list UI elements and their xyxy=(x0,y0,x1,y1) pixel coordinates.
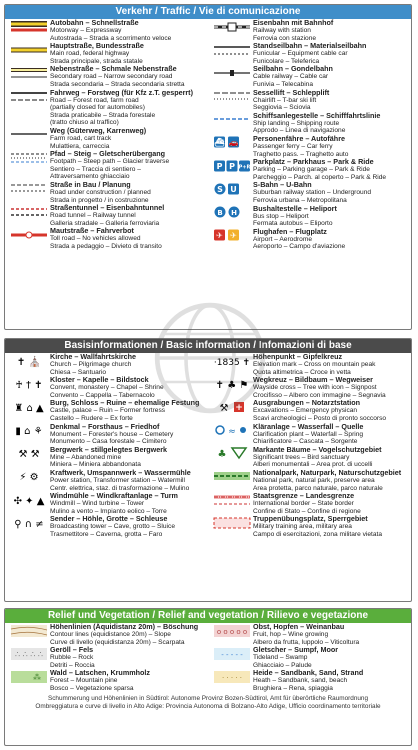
legend-item-uebungsplatz xyxy=(211,515,408,538)
legend-item-line: Detriti – Roccia xyxy=(50,661,95,669)
legend-item-line: Excavations – Emergency physican xyxy=(253,407,358,415)
legend-item-title: Markante Bäume – Vogelschutzgebiet xyxy=(253,444,382,454)
hauptstrasse-symbol-icon xyxy=(8,42,50,57)
svg-text:∴ ∴ ∴ ∴: ∴ ∴ ∴ ∴ xyxy=(15,649,43,659)
legend-item-geroell xyxy=(8,646,205,669)
legend-item-nebenstrasse xyxy=(8,65,205,88)
hoehenlinien-symbol-icon xyxy=(8,623,50,638)
seilbahn-symbol-icon xyxy=(211,65,253,80)
legend-item-burg xyxy=(8,399,205,422)
kloster-symbol-icon xyxy=(8,376,50,391)
svg-text:▮ ⌂ ⚘: ▮ ⌂ ⚘ xyxy=(15,426,43,438)
legend-item-line: Strada a pedaggio – Divieto di transito xyxy=(50,242,162,250)
svg-text:♜ ⌂ ▲: ♜ ⌂ ▲ xyxy=(14,402,44,414)
legend-item-title: Hauptstraße, Bundesstraße xyxy=(50,41,144,51)
svg-text:B: B xyxy=(217,209,223,217)
legend-item-title: Weg (Güterweg, Karrenweg) xyxy=(50,125,147,135)
relief-right-column xyxy=(208,623,411,693)
traffic-section xyxy=(4,4,412,330)
legend-item-title: Wegkreuz – Bildbaum – Wegweiser xyxy=(253,375,373,385)
pfad-symbol-icon xyxy=(8,150,50,165)
svg-text:⚡ ⚙: ⚡ ⚙ xyxy=(19,472,39,484)
legend-item-line: Traghetto pass. – Traghetto auto xyxy=(253,150,349,158)
legend-item-line: Chiarificatore – Cascata – Sorgente xyxy=(253,438,358,446)
sender-symbol-icon xyxy=(8,515,50,530)
legend-item-hoehenlinien xyxy=(8,623,205,646)
sessellift-symbol-icon xyxy=(211,89,253,104)
legend-item-line: Clarification plant – Waterfall – Spring xyxy=(253,430,364,438)
legend-item-line: (tratto chiuso al traffico) xyxy=(50,119,119,127)
legend-item-line: Funicolare – Teleferica xyxy=(253,57,320,65)
legend-item-line: Cable railway – Cable car xyxy=(253,73,329,81)
legend-item-title: Höhenpunkt – Gipfelkreuz xyxy=(253,352,343,361)
legend-item-title: Parkplatz – Parkhaus – Park & Ride xyxy=(253,157,374,167)
legend-item-baeume xyxy=(211,446,408,469)
legend-item-denkmal xyxy=(8,423,205,446)
legend-item-obst xyxy=(211,623,408,646)
autobahn-symbol-icon xyxy=(8,19,50,34)
legend-item-line: Ship landing – Shipping route xyxy=(253,119,340,127)
legend-item-line: Passenger ferry – Car ferry xyxy=(253,142,333,150)
svg-text:⚒: ⚒ xyxy=(219,402,229,414)
svg-text:U: U xyxy=(230,184,237,194)
legend-item-line: Motorway – Expressway xyxy=(50,27,122,34)
legend-item-line: Centr. elettrica, staz. di trasformazione – Mulino xyxy=(50,484,190,492)
legend-item-line: Secondary road – Narrow secondary road xyxy=(50,73,173,81)
legend-item-wegkreuz xyxy=(211,376,408,399)
legend-item-ausgrabung xyxy=(211,399,408,422)
baeume-symbol-icon xyxy=(211,446,253,461)
legend-item-line: Attraversamento ghiacciaio xyxy=(50,173,130,181)
legend-item-title: S-Bahn – U-Bahn xyxy=(253,180,312,190)
svg-text:✈: ✈ xyxy=(216,231,223,241)
legend-item-line: Aeroporto – Campo d'aviazione xyxy=(253,243,346,251)
svg-text:·1835 ✝: ·1835 ✝ xyxy=(213,357,251,368)
legend-item-title: Nationalpark, Naturpark, Naturschutzgebiet xyxy=(253,467,402,477)
gletscher-symbol-icon xyxy=(211,646,253,661)
legend-item-line: Wayside cross – Tree with icon – Signpost xyxy=(253,384,377,392)
legend-item-line: Road – Forest road, farm road xyxy=(50,96,139,104)
legend-item-title: Windmühle – Windkraftanlage – Turm xyxy=(50,491,178,501)
legend-item-line: Power station, Transformer station – Watermill xyxy=(50,476,185,484)
legend-item-tunnel xyxy=(8,204,205,227)
legend-item-title: Schiffsanlegestelle – Schifffahrtslinie xyxy=(253,110,381,120)
legend-item-line: Rubble – Rock xyxy=(50,654,94,662)
legend-item-line: Scavi archeologici – Posto di pronto soccorso xyxy=(253,414,387,422)
svg-text:⚒ ⚒: ⚒ ⚒ xyxy=(18,449,40,461)
basic-info-section-title: Basisinformationen / Basic information / Infomazioni di base xyxy=(5,339,411,353)
legend-item-line: Significant trees – Bird sanctuary xyxy=(253,453,350,461)
legend-item-line: Windmill – Wind turbine – Tower xyxy=(50,500,145,508)
flughafen-symbol-icon xyxy=(211,228,253,243)
tunnel-symbol-icon xyxy=(8,204,50,219)
legend-item-line: Road tunnel – Railway tunnel xyxy=(50,212,136,220)
legend-item-title: Höhenlinien (Äquidistanz 20m) – Böschung xyxy=(50,622,199,631)
legend-item-line: Tideland – Swamp xyxy=(253,654,308,662)
basic-info-right-column xyxy=(208,353,411,539)
legend-item-line: Crocifisso – Albero con immagine – Segnavia xyxy=(253,391,386,399)
heide-symbol-icon xyxy=(211,669,253,684)
legend-item-line: Church – Pilgrimage church xyxy=(50,361,132,368)
legend-item-line: Footpath – Steep path – Glacier traverse xyxy=(50,158,170,166)
copyright-footer xyxy=(5,693,411,713)
legend-item-line: Farm road, cart track xyxy=(50,134,112,142)
legend-item-kirche xyxy=(8,353,205,376)
legend-item-line: Curve di livello (equidistanza 20m) – Scarpata xyxy=(50,638,185,646)
legend-item-standseilbahn xyxy=(211,42,408,65)
relief-section-title: Relief und Vegetation / Relief and vegetation / Rilievo e vegetazione xyxy=(5,609,411,623)
legend-item-title: Seilbahn – Gondelbahn xyxy=(253,64,333,74)
legend-item-title: Bushaltestelle – Heliport xyxy=(253,203,337,213)
legend-item-title: Mautstraße – Fahrverbot xyxy=(50,226,134,236)
windmuehle-symbol-icon xyxy=(8,492,50,507)
footer-line: Ombreggiatura e curve di livello in Alto Adige: Provincia Autonoma di Bolzano-Alto Adige, Ufficio coordinamento territoriale xyxy=(35,702,381,710)
legend-item-flughafen xyxy=(211,228,408,251)
svg-text:♣: ♣ xyxy=(217,449,227,461)
sbahn-symbol-icon xyxy=(211,181,253,196)
wegkreuz-symbol-icon xyxy=(211,376,253,391)
legend-item-line: Mulattiera, carreccia xyxy=(50,142,110,150)
svg-text:P: P xyxy=(229,161,235,171)
legend-item-line: Contour lines (equidistance 20m) – Slope xyxy=(50,631,171,638)
legend-item-title: Burg, Schloss – Ruine – ehemalige Festung xyxy=(50,398,200,408)
strassebau-symbol-icon xyxy=(8,181,50,196)
legend-item-line: Parking – Parking garage – Park & Ride xyxy=(253,166,370,174)
legend-item-line: Confine di Stato – Confine di regione xyxy=(253,507,361,515)
parking-symbol-icon xyxy=(211,158,253,173)
legend-item-line: Area protetta, parco naturale, parco naturale xyxy=(253,484,383,492)
legend-item-sender xyxy=(8,515,205,538)
weg-symbol-icon xyxy=(8,127,50,142)
legend-item-faehre xyxy=(211,135,408,158)
legend-item-title: Pfad – Steig – Gletscherübergang xyxy=(50,149,166,159)
legend-item-line: Ghiacciaio – Palude xyxy=(253,661,312,669)
legend-item-line: Convento – Cappella – Tabernacolo xyxy=(50,391,155,399)
legend-item-line: Toll road – No vehicles allowed xyxy=(50,235,141,243)
legend-item-line: Ferrovia urbana – Metropolitana xyxy=(253,196,347,204)
legend-item-title: Ausgrabungen – Notarztstation xyxy=(253,398,361,408)
svg-text:P+R: P+R xyxy=(238,164,251,171)
legend-item-sessellift xyxy=(211,89,408,112)
legend-item-line: Brughiera – Rena, spiaggia xyxy=(253,684,333,692)
legend-item-parking xyxy=(211,158,408,181)
legend-item-fahrweg xyxy=(8,89,205,127)
legend-item-seilbahn xyxy=(211,65,408,88)
svg-text:✝ ♣ ⚑: ✝ ♣ ⚑ xyxy=(215,379,249,391)
legend-item-title: Fahrweg – Forstweg (für Kfz z.T. gesperrt) xyxy=(50,87,193,97)
svg-text:⚲ ∩ ≠: ⚲ ∩ ≠ xyxy=(14,518,44,530)
legend-item-title: Kirche – Wallfahrtskirche xyxy=(50,352,137,361)
legend-item-line: Funicular – Equipment cable car xyxy=(253,50,348,58)
legend-item-title: Flughafen – Flugplatz xyxy=(253,226,327,236)
fahrweg-symbol-icon xyxy=(8,89,50,104)
legend-item-line: Fruit, hop – Wine growing xyxy=(253,631,329,638)
legend-item-title: Straßentunnel – Eisenbahntunnel xyxy=(50,203,165,213)
legend-item-line: Chiesa – Santuario xyxy=(50,368,107,376)
legend-item-line: Suburban railway station – Underground xyxy=(253,189,372,197)
legend-item-line: Mine – Abandoned mine xyxy=(50,453,122,461)
wald-symbol-icon xyxy=(8,669,50,684)
kirche-symbol-icon xyxy=(8,353,50,368)
legend-item-title: Denkmal – Forsthaus – Friedhof xyxy=(50,421,160,431)
legend-item-bergwerk xyxy=(8,446,205,469)
legend-item-title: Straße in Bau / Planung xyxy=(50,179,131,189)
legend-item-line: Approdo – Linea di navigazione xyxy=(253,127,346,135)
denkmal-symbol-icon xyxy=(8,423,50,438)
legend-item-title: Geröll – Fels xyxy=(50,645,94,655)
legend-item-line: Fermata autobus – Eliporto xyxy=(253,220,333,228)
legend-item-line: National park, natural park, preserve area xyxy=(253,476,375,484)
legend-item-line: Funivia – Telecabina xyxy=(253,80,313,88)
legend-item-line: Bosco – Vegetazione sparsa xyxy=(50,684,134,692)
svg-text:⛴: ⛴ xyxy=(214,138,225,148)
ausgrabung-symbol-icon xyxy=(211,399,253,414)
relief-left-column xyxy=(5,623,208,693)
obst-symbol-icon xyxy=(211,623,253,638)
traffic-section-title: Verkehr / Traffic / Vie di comunicazione xyxy=(5,5,411,19)
legend-item-line: Strada principale, strada statale xyxy=(50,57,143,65)
legend-item-title: Bergwerk – stillgelegtes Bergwerk xyxy=(50,444,168,454)
uebungsplatz-symbol-icon xyxy=(211,515,253,530)
legend-item-line: Bus stop – Heliport xyxy=(253,212,309,220)
legend-item-line: Trasmettitore – Caverna, grotta – Faro xyxy=(50,530,163,538)
svg-text:o o o o o: o o o o o xyxy=(216,627,248,636)
svg-text:· · · · ·: · · · · · xyxy=(221,673,243,682)
legend-item-schiff xyxy=(211,112,408,135)
basic-info-section xyxy=(4,338,412,602)
maut-symbol-icon xyxy=(8,227,50,242)
svg-text:✣ ✦ ▲: ✣ ✦ ▲ xyxy=(13,495,45,507)
legend-item-hauptstrasse xyxy=(8,42,205,65)
legend-item-pfad xyxy=(8,150,205,181)
legend-item-line: Castello – Rudere – Ex forte xyxy=(50,414,133,422)
legend-item-title: Kläranlage – Wasserfall – Quelle xyxy=(253,421,364,431)
legend-item-kloster xyxy=(8,376,205,399)
legend-item-eisenbahn xyxy=(211,19,408,42)
legend-item-line: Heath – Sandbank, sand, beach xyxy=(253,677,348,685)
legend-item-title: Truppenübungsplatz, Sperrgebiet xyxy=(253,514,368,524)
legend-item-klaeranlage xyxy=(211,423,408,446)
klaeranlage-symbol-icon xyxy=(211,423,253,438)
svg-text:+: + xyxy=(235,402,243,413)
legend-item-line: Chairlift – T-bar ski lift xyxy=(253,96,317,104)
legend-item-line: Sentiero – Traccia di sentiero – xyxy=(50,165,141,173)
legend-item-line: Strada secondaria – Strada secondaria stretta xyxy=(50,80,185,88)
svg-text:P: P xyxy=(216,161,223,171)
basic-info-left-column xyxy=(5,353,208,539)
legend-item-line: Parcheggio – Parch. al coperto – Park & Ride xyxy=(253,173,387,181)
legend-item-title: Sessellift – Schlepplift xyxy=(253,87,330,97)
legend-item-line: Miniera – Miniera abbandonata xyxy=(50,461,141,469)
legend-item-line: Railway with station xyxy=(253,27,311,34)
legend-item-line: Monumento – Casa forestale – Cimitero xyxy=(50,438,167,446)
bergwerk-symbol-icon xyxy=(8,446,50,461)
legend-item-autobahn xyxy=(8,19,205,42)
hoehenpunkt-symbol-icon xyxy=(211,353,253,368)
faehre-symbol-icon xyxy=(211,135,253,150)
legend-item-line: Mulino a vento – Impianto eolico – Torre xyxy=(50,507,167,515)
legend-item-weg xyxy=(8,127,205,150)
legend-item-line: (partially closed for automobiles) xyxy=(50,104,145,112)
eisenbahn-symbol-icon xyxy=(211,19,253,34)
legend-item-strassebau xyxy=(8,181,205,204)
nationalpark-symbol-icon xyxy=(211,469,253,484)
legend-item-line: Strada in progetto / in costruzione xyxy=(50,196,149,204)
legend-item-title: Eisenbahn mit Bahnhof xyxy=(253,18,334,27)
legend-item-title: Personenfähre – Autofähre xyxy=(253,133,345,143)
svg-text:✝ ⛪: ✝ ⛪ xyxy=(16,356,42,368)
legend-item-title: Heide – Sandbank, Sand, Strand xyxy=(253,668,364,678)
legend-item-staatsgrenze xyxy=(211,492,408,515)
legend-item-line: Ferrovia con stazione xyxy=(253,34,317,42)
legend-item-title: Autobahn – Schnellstraße xyxy=(50,18,139,27)
bus-symbol-icon xyxy=(211,205,253,220)
legend-item-sbahn xyxy=(211,181,408,204)
svg-text:≈: ≈ xyxy=(228,427,236,438)
legend-item-line: Main road, federal highway xyxy=(50,50,130,58)
legend-item-title: Kloster – Kapelle – Bildstock xyxy=(50,375,149,385)
relief-section xyxy=(4,608,412,746)
legend-item-line: International border – State border xyxy=(253,500,354,508)
legend-item-line: Elevation mark – Cross on mountain peak xyxy=(253,361,376,368)
legend-item-title: Standseilbahn – Materialseilbahn xyxy=(253,41,367,51)
legend-item-title: Staatsgrenze – Landesgrenze xyxy=(253,491,355,501)
svg-text:H: H xyxy=(231,209,237,217)
nebenstrasse-symbol-icon xyxy=(8,65,50,80)
burg-symbol-icon xyxy=(8,399,50,414)
legend-item-line: Broadcasting tower – Cave, grotto – Sluice xyxy=(50,523,175,531)
legend-item-gletscher xyxy=(211,646,408,669)
legend-item-line: Alberi monumentali – Area prot. di uccelli xyxy=(253,461,373,469)
legend-item-title: Obst, Hopfen – Weinanbau xyxy=(253,622,345,631)
legend-item-kraftwerk xyxy=(8,469,205,492)
legend-item-line: Strada praticabile – Strada forestale xyxy=(50,111,156,119)
schiff-symbol-icon xyxy=(211,112,253,127)
legend-item-line: Airport – Aerodrome xyxy=(253,235,313,243)
legend-item-hoehenpunkt xyxy=(211,353,408,376)
legend-item-windmuehle xyxy=(8,492,205,515)
legend-item-title: Nebenstraße – Schmale Nebenstraße xyxy=(50,64,177,74)
legend-item-line: Military training area, military area xyxy=(253,523,352,531)
legend-item-line: Quota altimetrica – Croce in vetta xyxy=(253,368,351,376)
legend-item-line: Castle, palace – Ruin – Former fortress xyxy=(50,407,166,415)
kraftwerk-symbol-icon xyxy=(8,469,50,484)
svg-text:🚗: 🚗 xyxy=(228,138,239,148)
traffic-left-column xyxy=(5,19,208,251)
geroell-symbol-icon xyxy=(8,646,50,661)
staatsgrenze-symbol-icon xyxy=(211,492,253,507)
legend-item-line: Convent, monastery – Chapel – Shrine xyxy=(50,384,164,392)
legend-item-title: Gletscher – Sumpf, Moor xyxy=(253,645,339,655)
legend-item-line: Monument – Forester's house – Cemetery xyxy=(50,430,174,438)
traffic-right-column xyxy=(208,19,411,251)
svg-text:✈: ✈ xyxy=(230,231,237,241)
legend-item-line: Galleria stradale – Galleria ferroviaria xyxy=(50,219,160,227)
svg-text:♰ † ✝: ♰ † ✝ xyxy=(15,379,43,391)
legend-item-title: Wald – Latschen, Krummholz xyxy=(50,668,150,678)
legend-item-line: Road under construction / planned xyxy=(50,188,151,196)
legend-item-bus xyxy=(211,205,408,228)
legend-item-line: Albero da frutta, luppolo – Viticoltura xyxy=(253,638,360,646)
legend-item-heide xyxy=(211,669,408,692)
svg-text:⁂: ⁂ xyxy=(33,672,41,682)
legend-item-line: Autostrada – Strada a scorrimento veloce xyxy=(50,34,172,42)
svg-text:S: S xyxy=(217,184,223,194)
legend-item-wald xyxy=(8,669,205,692)
legend-item-line: Forest – Mountain pine xyxy=(50,677,118,685)
svg-text:- - - - -: - - - - - xyxy=(221,650,243,659)
footer-line: Schummerung und Höhenlinien in Südtirol: Autonome Provinz Bozen-Südtirol, Amt für überörtliche Raumordnung xyxy=(47,694,369,702)
legend-item-title: Sender – Höhle, Grotte – Schleuse xyxy=(50,514,168,524)
legend-item-title: Kraftwerk, Umspannwerk – Wassermühle xyxy=(50,467,191,477)
legend-item-line: Campo di esercitazioni, zona militare vietata xyxy=(253,530,383,538)
legend-item-line: Seggiovia – Sciovia xyxy=(253,104,311,112)
standseilbahn-symbol-icon xyxy=(211,42,253,57)
legend-item-nationalpark xyxy=(211,469,408,492)
legend-item-maut xyxy=(8,227,205,250)
